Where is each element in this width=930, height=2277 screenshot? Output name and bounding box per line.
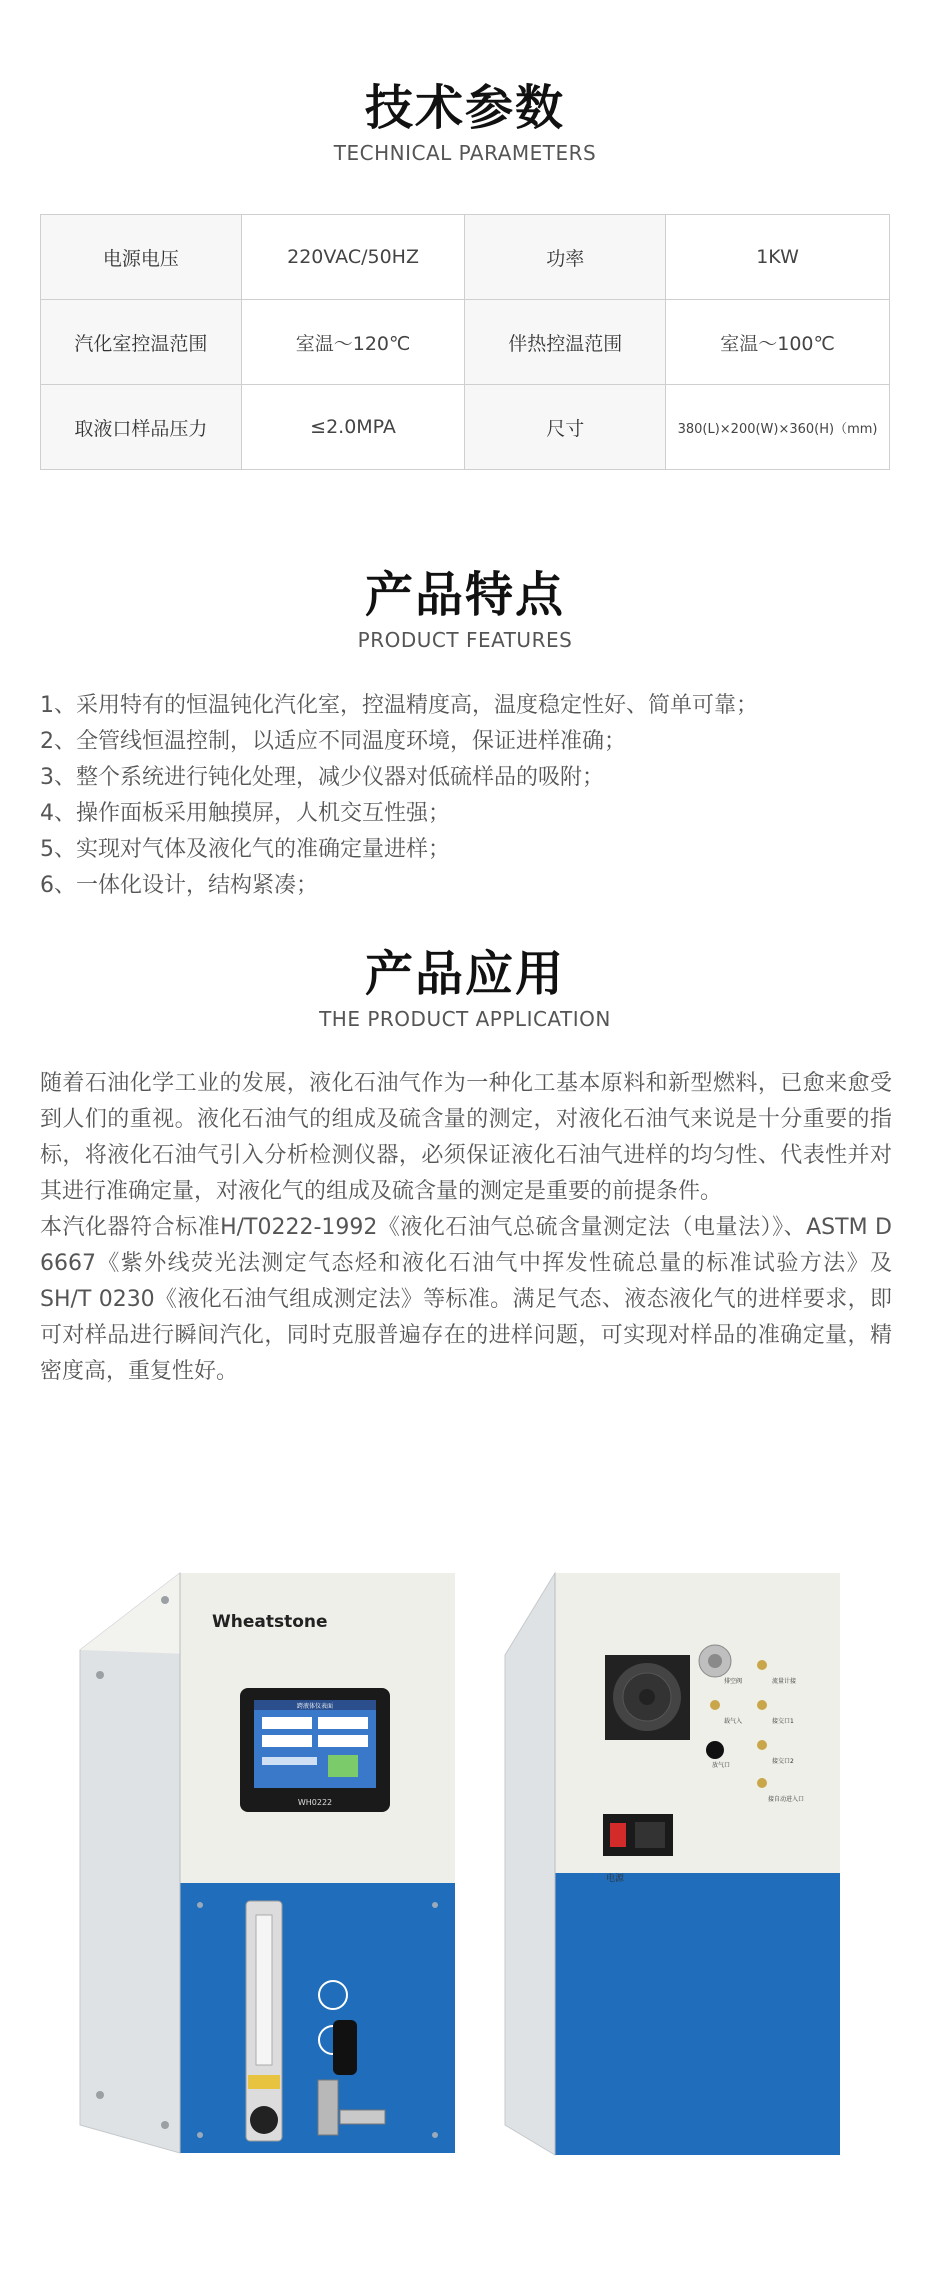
tech-title: 技术参数	[364, 80, 565, 136]
feature-item: 1、采用特有的恒温钝化汽化室，控温精度高，温度稳定性好、简单可靠；	[40, 693, 758, 718]
port-label: 接交口1	[772, 1718, 794, 1725]
application-text	[40, 1066, 892, 1390]
application-paragraph: 本汽化器符合标准H/T0222-1992《液化石油气总硫含量测定法（电量法）》、ASTM D 6667《紫外线荧光法测定气态烃和液化石油气中挥发性硫总量的标准试验方法》及SH/T 0230《液化石油气组成测定法》等标准。满足气态、液态液化气的进样要求，即可对样品进行瞬间汽化，同时克服普遍存在的进样问题，可实现对样品的准确定量，精密度高，重复性好。	[40, 1215, 892, 1384]
parameters-table	[40, 214, 890, 470]
port-label: 接自动进入口	[768, 1796, 805, 1803]
screen-title: 跨液体仪表面	[296, 1703, 334, 1710]
param-value: ≤2.0MPA	[241, 385, 465, 470]
param-value: 室温～120℃	[241, 300, 465, 385]
valve-handle[interactable]	[333, 2020, 357, 2075]
features-title: 产品特点	[364, 567, 565, 623]
port-label: 载气入	[724, 1718, 743, 1725]
param-label: 汽化室控温范围	[41, 300, 242, 385]
param-row	[41, 385, 890, 470]
param-value: 室温～100℃	[666, 300, 890, 385]
flow-knob[interactable]	[250, 2106, 278, 2134]
application-title: 产品应用	[364, 946, 565, 1002]
features-header	[0, 565, 930, 653]
param-row	[41, 300, 890, 385]
port-label: 放气口	[712, 1762, 731, 1769]
features-subtitle: PRODUCT FEATURES	[357, 628, 573, 652]
power-switch[interactable]	[610, 1823, 626, 1847]
tech-subtitle: TECHNICAL PARAMETERS	[333, 141, 597, 165]
param-label: 尺寸	[465, 385, 666, 470]
application-header	[0, 944, 930, 1032]
feature-item: 5、实现对气体及液化气的准确定量进样；	[40, 837, 450, 862]
back-blue-panel	[555, 1873, 840, 2155]
feature-item: 6、一体化设计，结构紧凑；	[40, 873, 318, 898]
param-value: 380(L)×200(W)×360(H)（mm)	[666, 385, 890, 470]
power-label: 电源	[606, 1874, 625, 1884]
feature-item: 4、操作面板采用触摸屏，人机交互性强；	[40, 801, 450, 826]
model-label: WH0222	[297, 1798, 333, 1807]
param-value: 1KW	[666, 215, 890, 300]
port-label: 流量计接	[772, 1678, 797, 1685]
application-paragraph: 随着石油化学工业的发展，液化石油气作为一种化工基本原料和新型燃料，已愈来愈受到人们的重视。液化石油气的组成及硫含量的测定，对液化石油气来说是十分重要的指标，将液化石油气引入分析检测仪器，必须保证液化石油气进样的均匀性、代表性并对其进行准确定量，对液化气的组成及硫含量的测定是重要的前提条件。	[40, 1071, 892, 1204]
param-label: 电源电压	[41, 215, 242, 300]
feature-item: 3、整个系统进行钝化处理，减少仪器对低硫样品的吸附；	[40, 765, 604, 790]
device-back-photo	[500, 1565, 850, 2165]
port-label: 排空阀	[724, 1678, 743, 1685]
device-front-photo	[70, 1565, 470, 2165]
param-row	[41, 215, 890, 300]
param-label: 功率	[465, 215, 666, 300]
param-value: 220VAC/50HZ	[241, 215, 465, 300]
param-label: 取液口样品压力	[41, 385, 242, 470]
param-label: 伴热控温范围	[465, 300, 666, 385]
brand-logo: Wheatstone	[212, 1612, 328, 1632]
feature-item: 2、全管线恒温控制，以适应不同温度环境，保证进样准确；	[40, 729, 626, 754]
features-list	[40, 688, 900, 904]
tech-header	[0, 78, 930, 166]
application-subtitle: THE PRODUCT APPLICATION	[319, 1007, 611, 1031]
port-label: 接交口2	[772, 1758, 794, 1765]
